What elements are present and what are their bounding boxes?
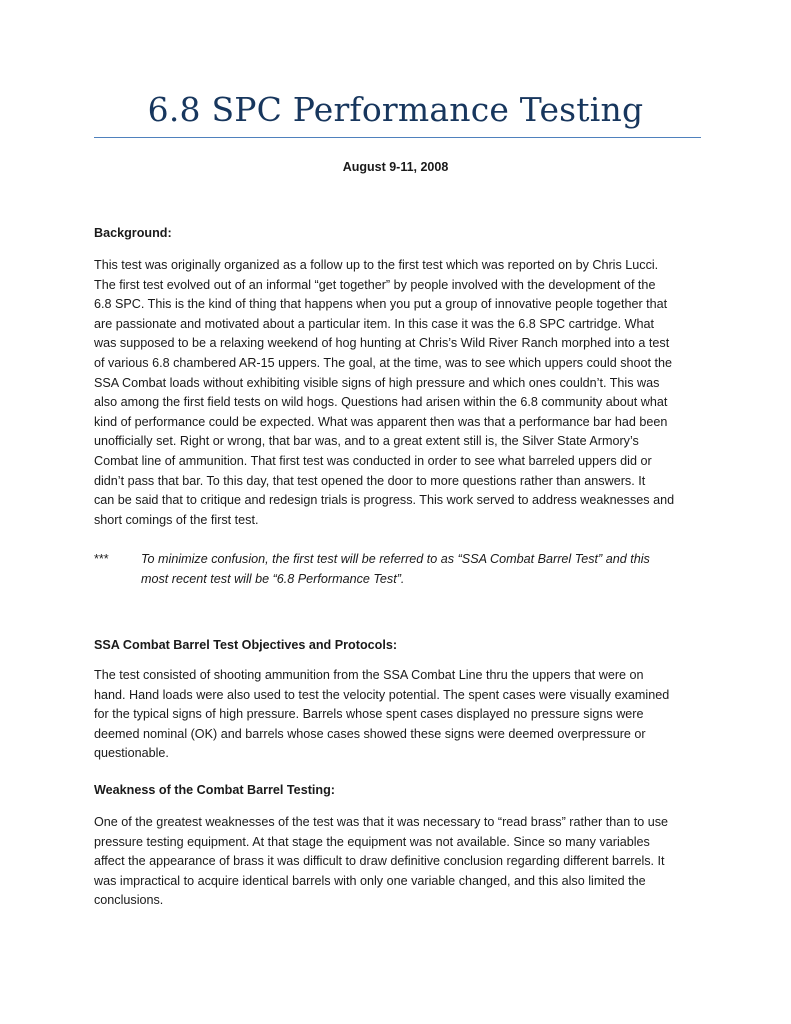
paragraph-line: unofficially set. Right or wrong, that bar was, and to a great extent still is, the Silver State Armory’s bbox=[94, 434, 639, 449]
document-date: August 9-11, 2008 bbox=[342, 160, 449, 174]
paragraph-line: also among the first field tests on wild hogs. Questions had arisen within the 6.8 community about what bbox=[94, 395, 668, 410]
weakness-paragraph bbox=[94, 813, 704, 911]
paragraph-line: of various 6.8 chambered AR-15 uppers. The goal, at the time, was to see which uppers could shoot the bbox=[94, 355, 673, 370]
objectives-paragraph bbox=[94, 666, 704, 764]
paragraph-line: pressure testing equipment. At that stage the equipment was not available. Since so many variables bbox=[94, 834, 650, 849]
document-title: 6.8 SPC Performance Testing bbox=[147, 90, 644, 129]
paragraph-line: was impractical to acquire identical barrels with only one variable changed, and this also limited the bbox=[94, 873, 646, 888]
paragraph-line: short comings of the first test. bbox=[94, 512, 259, 527]
paragraph-line: conclusions. bbox=[94, 893, 164, 908]
paragraph-line: can be said that to critique and redesign trials is progress. This work served to address weaknesses and bbox=[94, 493, 675, 508]
paragraph-line: affect the appearance of brass it was difficult to draw definitive conclusion regarding different barrels. It bbox=[94, 854, 665, 869]
paragraph-line: questionable. bbox=[94, 746, 169, 761]
naming-note bbox=[141, 550, 701, 589]
paragraph-line: The test consisted of shooting ammunition from the SSA Combat Line thru the uppers that were on bbox=[94, 668, 644, 682]
title-underline bbox=[94, 137, 701, 138]
paragraph-line: for the typical signs of high pressure. Barrels whose spent cases displayed no pressure signs were bbox=[94, 707, 644, 722]
paragraph-line: are passionate and motivated about a particular item. In this case it was the 6.8 SPC cartridge. What bbox=[94, 316, 655, 331]
paragraph-line: hand. Hand loads were also used to test the velocity potential. The spent cases were visually examined bbox=[94, 687, 670, 702]
paragraph-line: This test was originally organized as a follow up to the first test which was reported on by Chris Lucci. bbox=[94, 258, 659, 272]
note-marker: *** bbox=[94, 552, 109, 566]
paragraph-line: 6.8 SPC. This is the kind of thing that happens when you put a group of innovative people together that bbox=[94, 297, 668, 312]
background-heading: Background: bbox=[94, 226, 172, 240]
note-line: most recent test will be “6.8 Performance Test”. bbox=[141, 571, 405, 586]
paragraph-line: deemed nominal (OK) and barrels whose cases showed these signs were deemed overpressure or bbox=[94, 726, 646, 741]
paragraph-line: kind of performance could be expected. What was apparent then was that a performance bar had been bbox=[94, 414, 668, 429]
note-line: To minimize confusion, the first test will be referred to as “SSA Combat Barrel Test” and this bbox=[141, 552, 650, 566]
paragraph-line: Combat line of ammunition. That first test was conducted in order to see what barreled uppers did or bbox=[94, 453, 652, 468]
paragraph-line: SSA Combat loads without exhibiting visible signs of high pressure and which ones couldn’t. This was bbox=[94, 375, 660, 390]
paragraph-line: The first test evolved out of an informal “get together” by people involved with the development of the bbox=[94, 277, 656, 292]
objectives-heading: SSA Combat Barrel Test Objectives and Protocols: bbox=[94, 638, 398, 652]
paragraph-line: didn’t pass that bar. To this day, that test opened the door to more questions rather than answers. It bbox=[94, 473, 646, 488]
background-paragraph bbox=[94, 256, 704, 530]
paragraph-line: was supposed to be a relaxing weekend of hog hunting at Chris’s Wild River Ranch morphed into a test bbox=[94, 336, 670, 351]
weakness-heading: Weakness of the Combat Barrel Testing: bbox=[94, 783, 335, 797]
paragraph-line: One of the greatest weaknesses of the test was that it was necessary to “read brass” rather than to use bbox=[94, 815, 669, 829]
